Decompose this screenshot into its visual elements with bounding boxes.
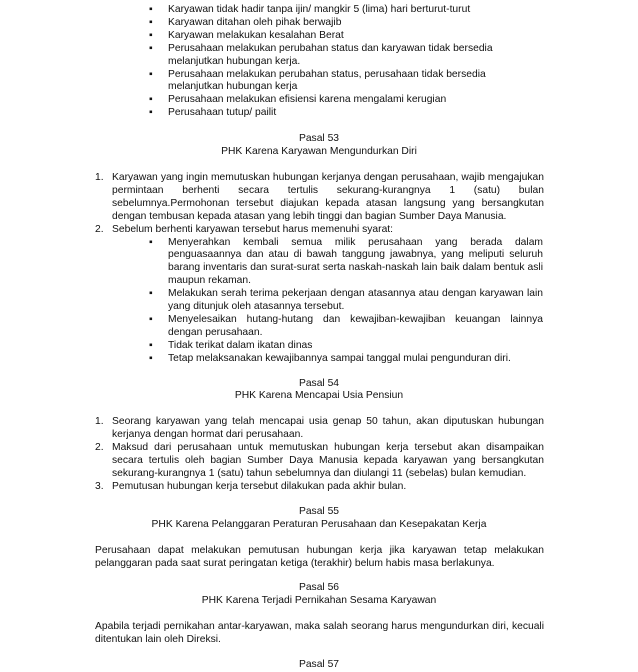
pasal-55-title: PHK Karena Pelanggaran Peraturan Perusahaan dan Kesepakatan Kerja <box>151 518 487 530</box>
bullet-icon: ▪ <box>149 16 153 28</box>
list-item: ▪ Menyelesaikan hutang-hutang dan kewajiban-kewajiban keuangan lainnya dengan perusahaan. <box>149 313 543 338</box>
list-item: ▪ Karyawan tidak hadir tanpa ijin/ mangkir 5 (lima) hari berturut-turut <box>149 4 471 15</box>
list-item: ▪ Perusahaan melakukan perubahan status, perusahaan tidak bersedia melanjutkan hubungan kerja <box>149 68 486 93</box>
bullet-icon: ▪ <box>149 352 153 364</box>
list-item: ▪ Karyawan ditahan oleh pihak berwajib <box>149 16 342 28</box>
list-item: ▪ Karyawan melakukan kesalahan Berat <box>149 29 344 41</box>
document-page <box>0 4 638 672</box>
termination-reasons-list <box>0 4 638 120</box>
requirements-list <box>0 237 638 366</box>
list-item: 2. Maksud dari perusahaan untuk memutuskan hubungan kerja tersebut akan disampaikan secara tertulis oleh bagian Sumber Daya Manusia kepada karyawan yang bersangkutan sekurang-kurangnya 1 (satu) tahun sebelumnya dan diulangi 11 (sebelas) bulan kemudian. <box>95 442 544 479</box>
bullet-icon: ▪ <box>149 68 153 80</box>
bullet-icon: ▪ <box>149 4 153 15</box>
pasal-55-number: Pasal 55 <box>298 505 340 517</box>
list-item: 2. Sebelum berhenti karyawan tersebut harus memenuhi syarat: <box>95 223 394 235</box>
bullet-icon: ▪ <box>149 94 153 106</box>
list-item: ▪ Menyerahkan kembali semua milik perusahaan yang berada dalam penguasaannya dan atau di bawah tanggung jawabnya, yang meliputi seluruh barang inventaris dan surat-surat serta naskah-naskah lain baik dalam bentuk asli maupun rekaman. <box>149 236 543 287</box>
bullet-icon: ▪ <box>149 29 153 41</box>
bullet-icon: ▪ <box>149 107 153 119</box>
pasal-56-paragraph: Apabila terjadi pernikahan antar-karyawan, maka salah seorang harus mengundurkan diri, kecuali ditentukan lain oleh Direksi. <box>95 621 544 646</box>
list-item: ▪ Melakukan serah terima pekerjaan dengan atasannya atau dengan karyawan lain yang ditunjuk oleh atasannya tersebut. <box>149 288 543 313</box>
bullet-icon: ▪ <box>149 339 153 351</box>
pasal-55-paragraph: Perusahaan dapat melakukan pemutusan hubungan kerja jika karyawan tetap melakukan pelanggaran pada saat surat peringatan ketiga (terakhir) belum habis masa berlakunya. <box>95 544 544 569</box>
list-item: 1. Karyawan yang ingin memutuskan hubungan kerjanya dengan perusahaan, wajib mengajukan permintaan berhenti secara tertulis sekurang-kurangnya 1 (satu) bulan sebelumnya.Permohonan tersebut diajukan kepada atasan langsung yang bersangkutan dengan tembusan kepada atasan yang lebih tinggi dan bagian Sumber Daya Manusia. <box>95 171 544 222</box>
pasal-53-title: PHK Karena Karyawan Mengundurkan Diri <box>221 146 417 158</box>
list-item: ▪ Perusahaan melakukan efisiensi karena mengalami kerugian <box>149 94 447 106</box>
pasal-56-number: Pasal 56 <box>298 582 340 594</box>
pasal-53-number: Pasal 53 <box>298 133 340 145</box>
list-item: ▪ Tidak terikat dalam ikatan dinas <box>149 339 313 351</box>
bullet-icon: ▪ <box>149 313 153 325</box>
bullet-icon: ▪ <box>149 288 153 300</box>
pasal-54-number: Pasal 54 <box>298 377 340 389</box>
list-item: ▪ Perusahaan tutup/ pailit <box>149 107 277 119</box>
list-item: ▪ Tetap melaksanakan kewajibannya sampai tanggal mulai pengunduran diri. <box>149 352 511 364</box>
pasal-57-number: Pasal 57 <box>298 659 340 671</box>
list-item: 1. Seorang karyawan yang telah mencapai usia genap 50 tahun, akan diputuskan hubungan kerjanya dengan hormat dari perusahaan. <box>95 416 544 441</box>
bullet-icon: ▪ <box>149 236 153 248</box>
pasal-56-title: PHK Karena Terjadi Pernikahan Sesama Karyawan <box>201 595 437 607</box>
list-item: ▪ Perusahaan melakukan perubahan status dan karyawan tidak bersedia melanjutkan hubungan kerja. <box>149 42 493 67</box>
list-item: 3. Pemutusan hubungan kerja tersebut dilakukan pada akhir bulan. <box>95 480 407 492</box>
pasal-54-title: PHK Karena Mencapai Usia Pensiun <box>234 390 404 402</box>
bullet-icon: ▪ <box>149 42 153 54</box>
